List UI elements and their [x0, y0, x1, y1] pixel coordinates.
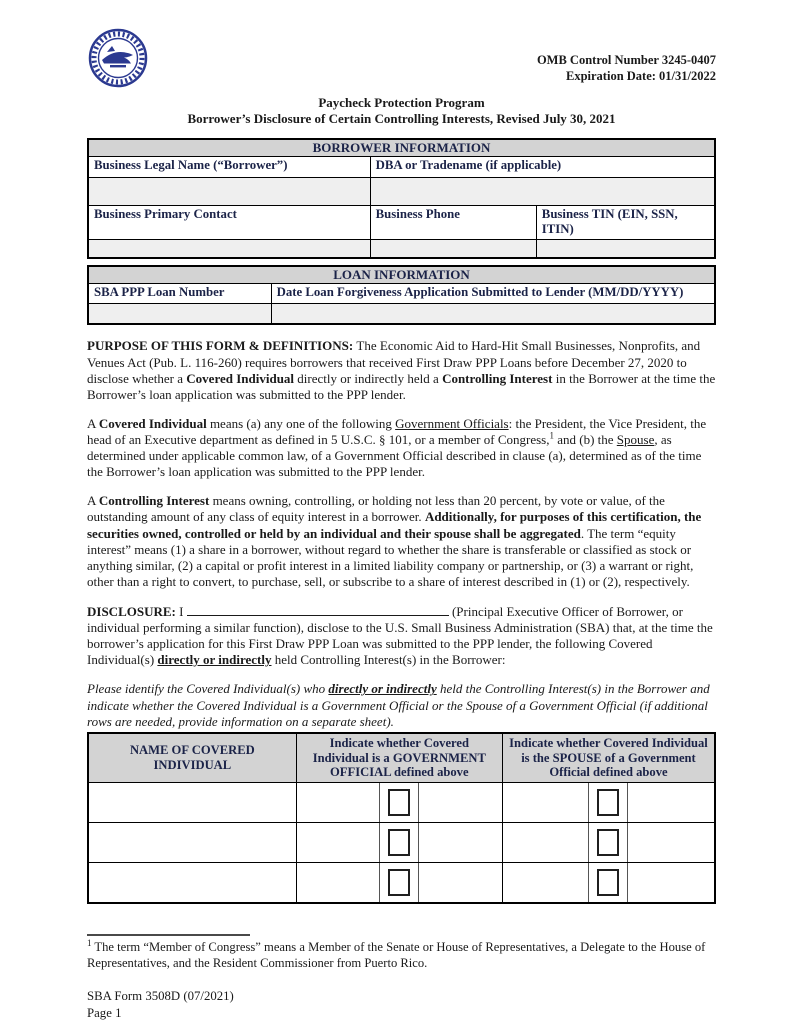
spouse-cell: [502, 783, 715, 823]
spouse-cell-right: [628, 823, 714, 862]
disclosure-statement: DISCLOSURE: I (Principal Executive Officer of Borrower, or individual performing a similar function), disclose to the U.S. Small Business Administration (SBA) that, at the time the borrower’s application for this First Draw PPP Loan was submitted to the PPP lender, the following Covered Individual(s) directly or indirectly held Controlling Interest(s) in the Borrower:: [87, 603, 713, 668]
sba-ppp-loan-number-input[interactable]: [88, 303, 271, 324]
sba-ppp-loan-number-label: SBA PPP Loan Number: [88, 283, 271, 303]
spouse-checkbox-cell: [588, 783, 628, 822]
loan-table-caption: LOAN INFORMATION: [88, 266, 715, 284]
gov-official-header: Indicate whether Covered Individual is a GOVERNMENT OFFICIAL defined above: [296, 733, 502, 783]
covered-name-input[interactable]: [88, 783, 296, 823]
loan-information-table: [87, 265, 716, 326]
gov-official-cell-left: [297, 823, 380, 862]
covered-table-body: [88, 783, 715, 904]
business-primary-contact-input[interactable]: [88, 240, 370, 258]
covered-name-input[interactable]: [88, 863, 296, 904]
spouse-header: Indicate whether Covered Individual is the SPOUSE of a Government Official defined above: [502, 733, 715, 783]
gov-official-cell: [296, 823, 502, 863]
spouse-cell-left: [503, 783, 589, 822]
dba-tradename-label: DBA or Tradename (if applicable): [370, 156, 715, 177]
gov-official-checkbox-cell: [379, 783, 419, 822]
signature-blank-line[interactable]: [187, 603, 449, 616]
business-primary-contact-label: Business Primary Contact: [88, 205, 370, 240]
identify-instructions-note: Please identify the Covered Individual(s) who directly or indirectly held the Controlling Interest(s) in the Borrower and indicate whether the Covered Individual is a Government Official or the Spouse of a Government Official (if additional rows are needed, provide information on a separate sheet).: [87, 681, 710, 729]
gov-official-checkbox[interactable]: [388, 789, 410, 816]
covered-individual-definition: A Covered Individual means (a) any one of the following Government Officials: the President, the Vice President, the head of an Executive department as defined in 5 U.S.C. § 101, or a member of Congress,$^1$ and (b) the Spouse, as determined under applicable common law, of a Government Official described in clause (a), determined as of the time the Borrower’s loan application was submitted to the PPP lender.: [87, 415, 707, 480]
gov-official-cell-left: [297, 783, 380, 822]
business-legal-name-label: Business Legal Name (“Borrower”): [88, 156, 370, 177]
spouse-cell-right: [628, 863, 714, 902]
gov-official-checkbox[interactable]: [388, 869, 410, 896]
form-id: SBA Form 3508D (07/2021): [87, 988, 234, 1003]
business-phone-label: Business Phone: [370, 205, 536, 240]
borrower-table-caption: BORROWER INFORMATION: [88, 139, 715, 157]
form-title-line1: Paycheck Protection Program: [318, 95, 485, 110]
dba-tradename-input[interactable]: [370, 177, 715, 205]
gov-official-checkbox[interactable]: [388, 829, 410, 856]
gov-official-cell-right: [419, 783, 502, 822]
omb-control-number: OMB Control Number 3245-0407: [536, 53, 716, 67]
spouse-cell-right: [628, 783, 714, 822]
gov-official-checkbox-cell: [379, 823, 419, 862]
footnote-separator: [87, 934, 250, 936]
covered-individuals-table: [87, 732, 716, 905]
covered-individual-row: [88, 863, 715, 904]
spouse-checkbox-cell: [588, 863, 628, 902]
spouse-cell: [502, 823, 715, 863]
footnote-member-of-congress: $^1$ The term “Member of Congress” means a Member of the Senate or House of Representatives, a Delegate to the House of Representatives, and the Resident Commissioner from Puerto Rico.: [87, 938, 706, 971]
spouse-cell-left: [503, 863, 589, 902]
gov-official-cell: [296, 783, 502, 823]
controlling-interest-definition: A Controlling Interest means owning, controlling, or holding not less than 20 percent, by vote or value, of the outstanding amount of any class of equity interest in a borrower. Additionally, for purposes of this certification, the securities owned, controlled or held by an individual and their spouse shall be aggregated. The term “equity interest” means (1) a share in a borrower, without regard to whether the share is transferable or classified as stock or anything similar, (2) a capital or profit interest in a limited liability company or partnership, or (3) a warrant or right, other than a right to convert, to purchase, sell, or subscribe to a share of interest described in (1) or (2), respectively.: [87, 493, 702, 589]
form-title: [87, 95, 716, 128]
forgiveness-date-input[interactable]: [271, 303, 715, 324]
omb-expiration-date: Expiration Date: 01/31/2022: [566, 69, 716, 84]
gov-official-checkbox-cell: [379, 863, 419, 902]
gov-official-cell: [296, 863, 502, 904]
gov-official-cell-right: [419, 823, 502, 862]
spouse-checkbox[interactable]: [597, 869, 619, 896]
page-header: [87, 26, 716, 90]
business-legal-name-input[interactable]: [88, 177, 370, 205]
covered-name-input[interactable]: [88, 823, 296, 863]
gov-official-cell-right: [419, 863, 502, 902]
covered-individual-row: [88, 823, 715, 863]
spouse-checkbox-cell: [588, 823, 628, 862]
covered-name-header: NAME OF COVERED INDIVIDUAL: [88, 733, 296, 783]
borrower-information-table: [87, 138, 716, 259]
covered-individual-row: [88, 783, 715, 823]
page-footer: [87, 988, 716, 1023]
sba-seal-logo: [87, 26, 149, 90]
spouse-checkbox[interactable]: [597, 789, 619, 816]
forgiveness-date-label: Date Loan Forgiveness Application Submitted to Lender (MM/DD/YYYY): [271, 283, 715, 303]
purpose-paragraph: PURPOSE OF THIS FORM & DEFINITIONS: The Economic Aid to Hard-Hit Small Businesses, Nonprofits, and Venues Act (Pub. L. 116-260) requires borrowers that received First Draw PPP Loans before December 27, 2020 to disclose whether a Covered Individual directly or indirectly held a Controlling Interest in the Borrower at the time the Borrower’s loan application was submitted to the PPP lender.: [87, 338, 716, 402]
business-tin-label: Business TIN (EIN, SSN, ITIN): [536, 205, 715, 240]
business-tin-input[interactable]: [536, 240, 715, 258]
spouse-cell-left: [503, 823, 589, 862]
omb-block: [537, 52, 716, 85]
business-phone-input[interactable]: [370, 240, 536, 258]
form-title-line2: Borrower’s Disclosure of Certain Controlling Interests, Revised July 30, 2021: [187, 111, 616, 127]
spouse-checkbox[interactable]: [597, 829, 619, 856]
gov-official-cell-left: [297, 863, 380, 902]
page-number: Page 1: [87, 1006, 122, 1021]
spouse-cell: [502, 863, 715, 904]
